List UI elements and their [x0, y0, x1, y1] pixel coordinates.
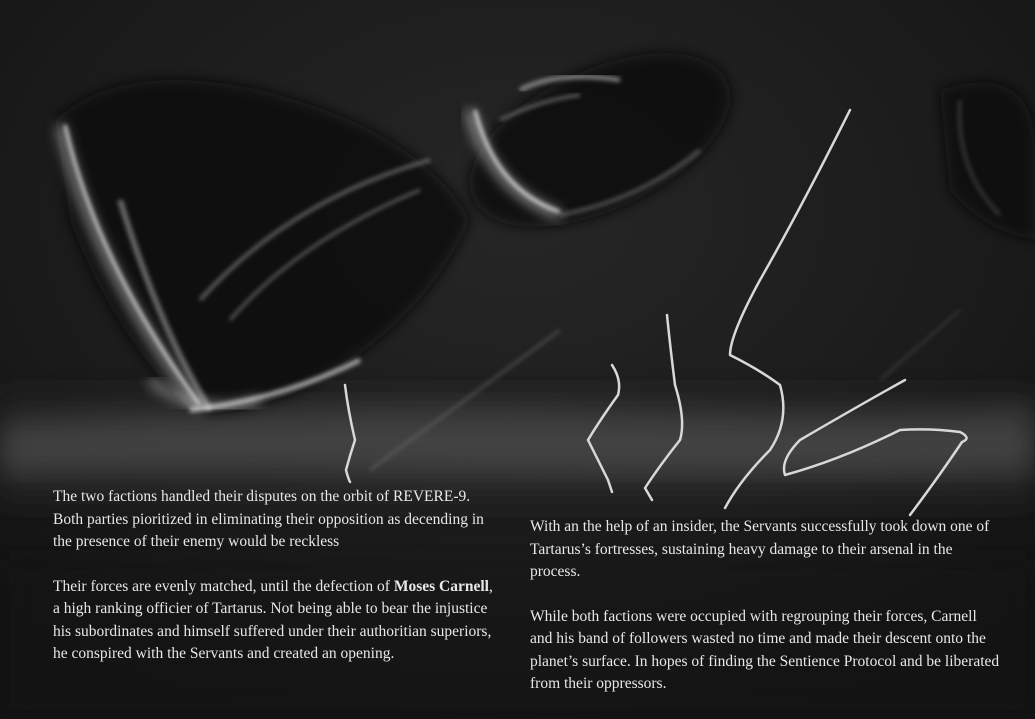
- right-text-column: [530, 516, 1000, 718]
- left-text-column: [53, 486, 493, 688]
- character-name: Moses Carnell: [393, 577, 489, 595]
- left-paragraph-2: [53, 576, 493, 666]
- left-paragraph-2-start: Their forces are evenly matched, until the defection of: [53, 577, 394, 595]
- right-paragraph-1: With an the help of an insider, the Servants successfully took down one of Tartarus’s fortresses, sustaining heavy damage to their arsenal in the process.: [530, 518, 990, 580]
- left-paragraph-1: The two factions handled their disputes on the orbit of REVERE-9. Both parties pioritized in eliminating their opposition as decending in the presence of their enemy would be reckless: [53, 488, 484, 550]
- left-paragraph-2-end: , a high ranking officier of Tartarus. Not being able to bear the injustice his subordinates and himself suffered under their authoritian superiors, he conspired with the Servants and created an opening.: [53, 577, 493, 662]
- right-paragraph-2: While both factions were occupied with regrouping their forces, Carnell and his band of followers wasted no time and made their descent onto the planet’s surface. In hopes of finding the Sentience Protocol and be liberated from their oppressors.: [530, 607, 1000, 692]
